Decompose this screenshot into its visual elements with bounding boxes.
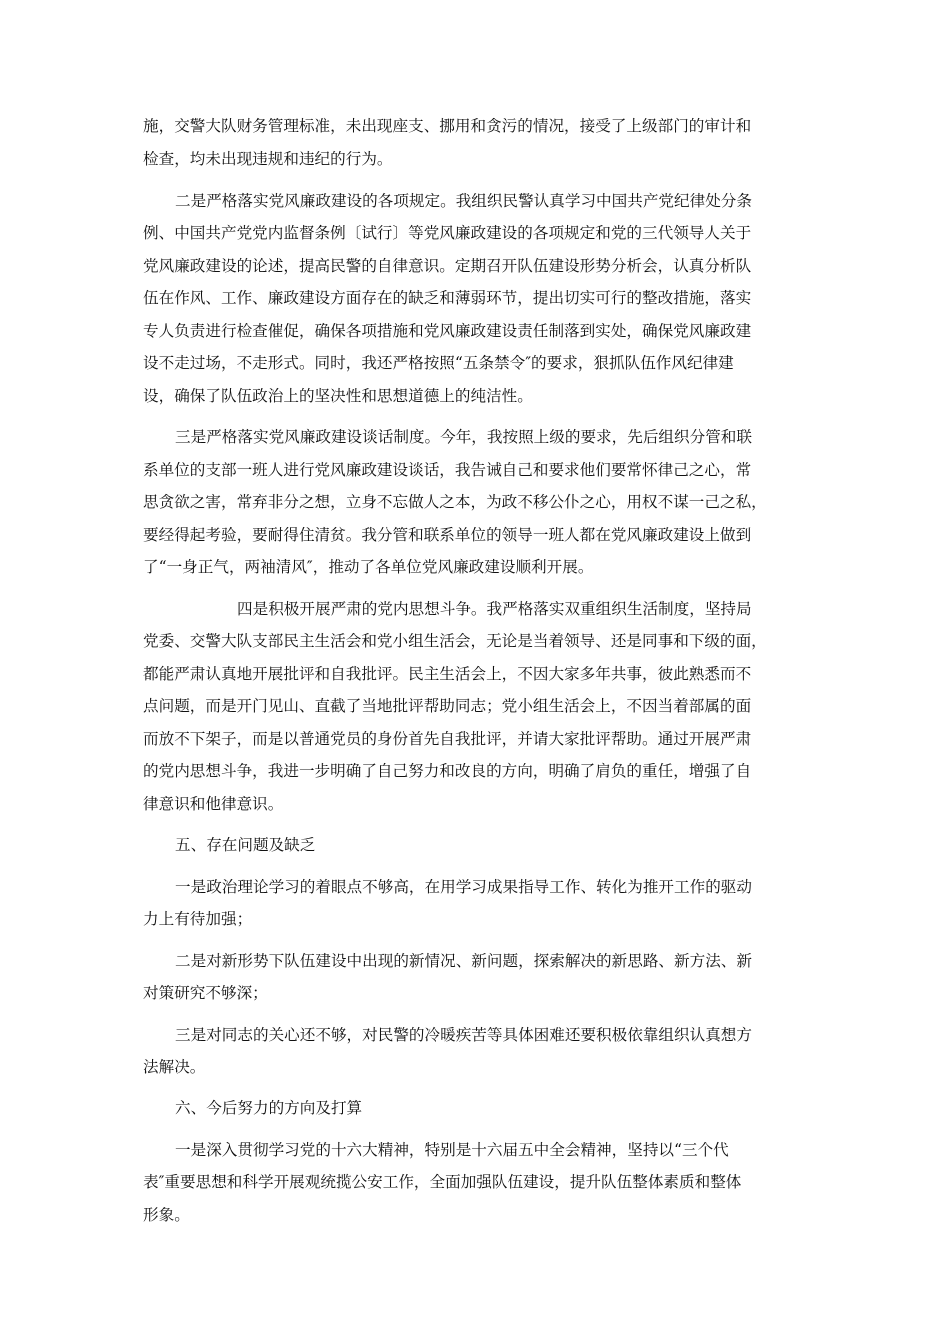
- text-line: 施，交警大队财务管理标准，未出现座支、挪用和贪污的情况，接受了上级部门的审计和: [143, 117, 752, 135]
- text-line: 表″重要思想和科学开展观统揽公安工作，全面加强队伍建设，提升队伍整体素质和整体: [143, 1173, 742, 1191]
- text-line: 点问题，而是开门见山、直截了当地批评帮助同志；党小组生活会上，不因当着部属的面: [143, 697, 752, 715]
- text-line: 形象。: [143, 1206, 190, 1224]
- text-line: 要经得起考验，要耐得住清贫。我分管和联系单位的领导一班人都在党风廉政建设上做到: [143, 526, 752, 544]
- text-line: 对策研究不够深；: [143, 984, 268, 1002]
- text-line: 例、中国共产党党内监督条例〔试行〕等党风廉政建设的各项规定和党的三代领导人关于: [143, 224, 752, 242]
- text-line: 一是政治理论学习的着眼点不够高，在用学习成果指导工作、转化为推开工作的驱动: [175, 878, 752, 896]
- text-line: 三是对同志的关心还不够，对民警的冷暖疾苦等具体困难还要积极依靠组织认真想方: [175, 1026, 752, 1044]
- text-line: 专人负责进行检查催促，确保各项措施和党风廉政建设责任制落到实处，确保党风廉政建: [143, 322, 752, 340]
- text-line: 四是积极开展严肃的党内思想斗争。我严格落实双重组织生活制度，坚持局: [237, 600, 752, 618]
- text-line: 党委、交警大队支部民主生活会和党小组生活会，无论是当着领导、还是同事和下级的面，: [143, 632, 767, 650]
- text-line: 思贪欲之害，常弃非分之想，立身不忘做人之本，为政不移公仆之心，用权不谋一己之私，: [143, 493, 767, 511]
- text-line: 力上有待加强；: [143, 910, 253, 928]
- text-line: 了“一身正气，两袖清风″，推动了各单位党风廉政建设顺利开展。: [143, 558, 594, 576]
- text-line: 设，确保了队伍政治上的坚决性和思想道德上的纯洁性。: [143, 387, 533, 405]
- heading-text: 六、今后努力的方向及打算: [175, 1099, 363, 1117]
- text-line: 设不走过场，不走形式。同时，我还严格按照“五条禁令″的要求，狠抓队伍作风纪律建: [143, 354, 734, 372]
- text-line: 一是深入贯彻学习党的十六大精神，特别是十六届五中全会精神，坚持以“三个代: [175, 1141, 729, 1159]
- text-line: 法解决。: [143, 1058, 206, 1076]
- text-line: 的党内思想斗争，我进一步明确了自己努力和改良的方向，明确了肩负的重任，增强了自: [143, 762, 752, 780]
- text-line: 系单位的支部一班人进行党风廉政建设谈话，我告诫自己和要求他们要常怀律己之心，常: [143, 461, 752, 479]
- text-line: 而放不下架子，而是以普通党员的身份首先自我批评，并请大家批评帮助。通过开展严肃: [143, 730, 752, 748]
- text-line: 二是严格落实党风廉政建设的各项规定。我组织民警认真学习中国共产党纪律处分条: [175, 192, 752, 210]
- text-line: 检查，均未出现违规和违纪的行为。: [143, 150, 393, 168]
- text-line: 律意识和他律意识。: [143, 795, 284, 813]
- text-line: 都能严肃认真地开展批评和自我批评。民主生活会上，不因大家多年共事，彼此熟悉而不: [143, 665, 752, 683]
- heading-text: 五、存在问题及缺乏: [175, 836, 316, 854]
- text-line: 党风廉政建设的论述，提高民警的自律意识。定期召开队伍建设形势分析会，认真分析队: [143, 257, 752, 275]
- text-line: 伍在作风、工作、廉政建设方面存在的缺乏和薄弱环节，提出切实可行的整改措施，落实: [143, 289, 752, 307]
- text-line: 二是对新形势下队伍建设中出现的新情况、新问题，探索解决的新思路、新方法、新: [175, 952, 752, 970]
- text-line: 三是严格落实党风廉政建设谈话制度。今年，我按照上级的要求，先后组织分管和联: [175, 428, 752, 446]
